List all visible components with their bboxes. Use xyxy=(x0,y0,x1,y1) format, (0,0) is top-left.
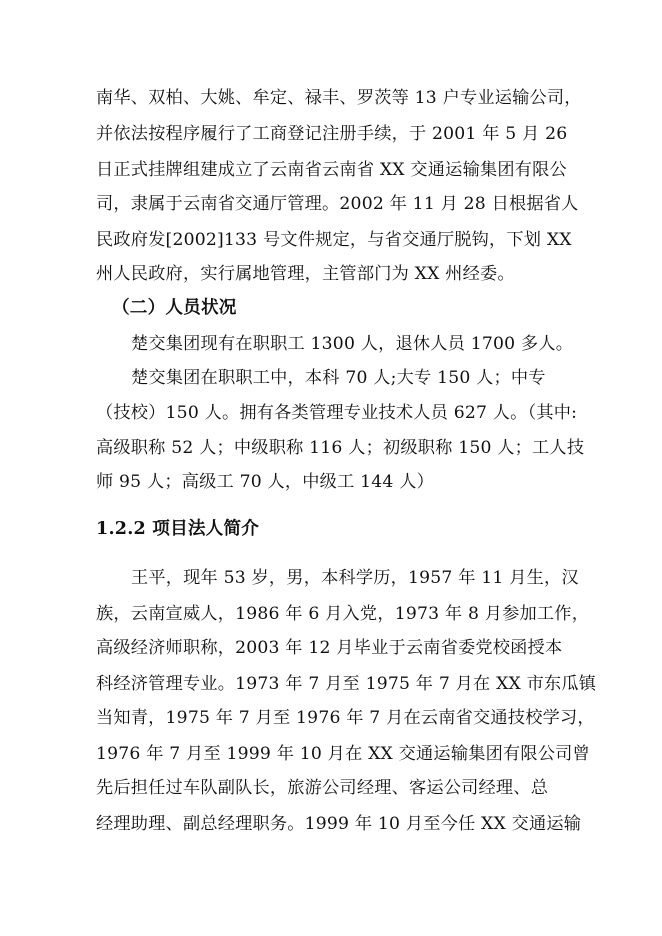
paragraph-line: 族，云南宣威人，1986 年 6 月入党，1973 年 8 月参加工作， xyxy=(96,604,590,624)
paragraph-line: 民政府发[2002]133 号文件规定，与省交通厅脱钩，下划 XX xyxy=(96,230,572,250)
paragraph-line: 南华、双柏、大姚、牟定、禄丰、罗茨等 13 户专业运输公司， xyxy=(96,88,582,108)
paragraph-line: 司，隶属于云南省交通厅管理。2002 年 11 月 28 日根据省人 xyxy=(96,194,579,214)
paragraph-line: 并依法按程序履行了工商登记注册手续，于 2001 年 5 月 26 xyxy=(96,124,568,144)
paragraph-line: 经理助理、副总经理职务。1999 年 10 月至今任 XX 交通运输 xyxy=(96,814,582,834)
section-heading-legal-person: 1.2.2 项目法人简介 xyxy=(96,518,260,539)
paragraph-line: 科经济管理专业。1973 年 7 月至 1975 年 7 月在 XX 市东瓜镇 xyxy=(96,674,597,694)
paragraph-line: 当知青，1975 年 7 月至 1976 年 7 月在云南省交通技校学习， xyxy=(96,708,595,728)
paragraph-line: 高级经济师职称，2003 年 12 月毕业于云南省委党校函授本 xyxy=(96,638,563,658)
paragraph-line: 州人民政府，实行属地管理，主管部门为 XX 州经委。 xyxy=(96,264,515,284)
section-heading-personnel: （二）人员状况 xyxy=(112,297,237,318)
paragraph-line: 楚交集团在职职工中，本科 70 人;大专 150 人；中专 xyxy=(131,368,546,388)
paragraph-line: 日正式挂牌组建成立了云南省云南省 XX 交通运输集团有限公 xyxy=(96,160,567,180)
paragraph-line: 王平，现年 53 岁，男，本科学历，1957 年 11 月生，汉 xyxy=(131,568,579,588)
paragraph-line: 高级职称 52 人；中级职称 116 人；初级职称 150 人；工人技 xyxy=(96,438,585,458)
paragraph-line: 1976 年 7 月至 1999 年 10 月在 XX 交通运输集团有限公司曾 xyxy=(96,744,590,764)
paragraph-line: 先后担任过车队副队长，旅游公司经理、客运公司经理、总 xyxy=(96,778,549,798)
paragraph-line: （技校）150 人。拥有各类管理专业技术人员 627 人。（其中: xyxy=(96,403,578,423)
paragraph-line: 楚交集团现有在职职工 1300 人，退休人员 1700 多人。 xyxy=(131,334,574,354)
paragraph-line: 师 95 人；高级工 70 人，中级工 144 人） xyxy=(96,472,434,492)
